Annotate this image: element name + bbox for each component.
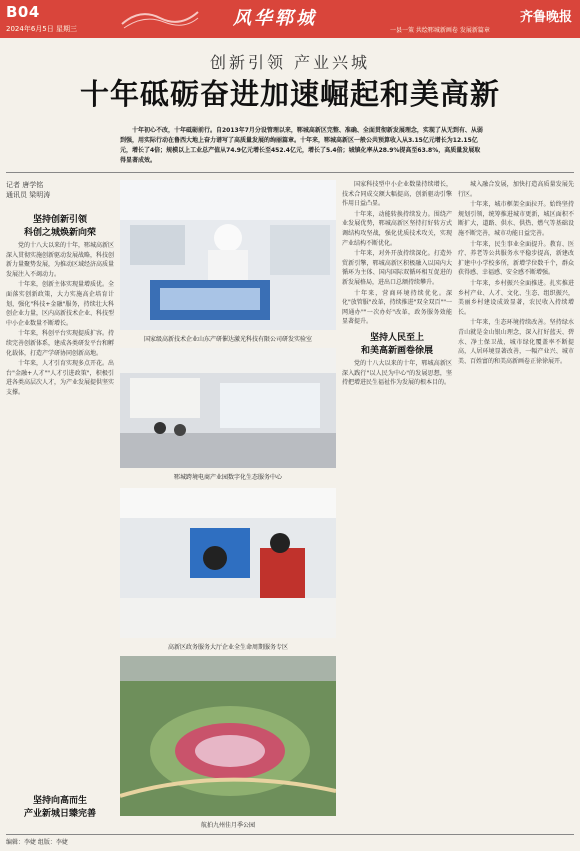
paragraph: 党的十八大以来的十年，郓城高新区深入贯彻实施创新驱动发展战略，科技创新力量聚势发展，为推动区域经济高质量发展注入不竭动力。 [6, 242, 114, 278]
photo-service-center [120, 348, 336, 468]
page-number: B04 [6, 3, 40, 21]
photo-caption-4: 航拍九州佳月季公园 [200, 822, 255, 829]
paragraph: 十年来，城市框架全面拉开。始终坚持规划引领，统筹推进城市更新，城区面积不断扩大，道路、供水、供热、燃气等基础设施不断完善，城市功能日益完善。 [458, 201, 574, 237]
paragraph: 十年来，乡村振兴全面推进。扎实推进乡村产业、人才、文化、生态、组织振兴，美丽乡村建设成效显著，农民收入持续增长。 [458, 279, 574, 316]
paragraph: 城入融合发展，加快打造高质量发展先行区。 [458, 181, 574, 198]
paragraph: 十年来，创新主体实现量增质优。全面落实创新政策，大力实施高企培育计划，强化"科技+金融"服务，持续壮大科创企业力量，区内高新技术企业、科技型中小企业数量不断增长。 [6, 281, 114, 327]
paragraph: 十年来，动能转换持续发力。围绕产业发展优势，郓城高新区坚持打好转方式调结构攻坚战，强化优质技术攻关，实现产业结构不断优化。 [342, 210, 452, 247]
photo-service-hall [120, 488, 336, 638]
photo-caption-2: 郓城跨境电商产业园数字化生态服务中心 [173, 474, 282, 481]
paragraph: 十年来，科创平台实现提质扩容。持续完善创新体系，建成各类研发平台和孵化载体，打造产学研协同创新高地。 [6, 330, 114, 357]
kicker: 创新引领 产业兴城 [209, 53, 371, 72]
issue-date: 2024年6月5日 星期三 [6, 25, 77, 33]
column-1 [6, 180, 114, 830]
subheading-innovation: 坚持创新引领 科创之城焕新向荣 [23, 215, 96, 238]
byline-correspondent: 通讯员 梁明涛 [6, 191, 51, 199]
photo-lab [120, 180, 336, 330]
paragraph: 十年来，生态环境持续改善。坚持绿水青山就是金山银山理念，深入打好蓝天、碧水、净土保卫战，城市绿化覆盖率不断提高，人居环境显著改善，一幅产业兴、城市美、百姓富的和美高新画卷正徐徐展开。 [458, 319, 574, 365]
page-footer: 编辑：李婕 组版：李婕 [6, 834, 574, 846]
subheading-industry: 坚持向高而生 产业新城日臻完善 [23, 796, 96, 819]
photo-caption-3: 高新区政务服务大厅企业全生命周期服务专区 [167, 644, 288, 651]
paragraph: 国家科技型中小企业数量持续增长，技术合同成交额大幅提高，创新驱动引擎作用日益凸显。 [342, 181, 452, 208]
paragraph: 党的十八大以来的十年，郓城高新区深入践行"以人民为中心"的发展思想，坚持把增进民生福祉作为发展的根本目的。 [342, 359, 452, 387]
photo-caption-1: 国家级高新技术企业山东产研催达激光科技有限公司研发实验室 [143, 336, 312, 343]
lead-paragraph: 十年初心不改，十年砥砺前行。自2013年7月分设管理以来，郓城高新区完整、准确、全面贯彻新发展理念，实现了从无到有、从弱到强，用实际行动在鲁西大地上奋力谱写了高质量发展的绚丽篇章。十年来，郓城高新区一般公共预算收入从3.15亿元增长为12.15亿元，增长了4倍；规模以上工业总产值从74.9亿元增长至452.4亿元，增长了5.4倍；城镇化率从28.9%提高至63.8%，高质量发展取得显著成效。 [120, 127, 483, 164]
paragraph: 十年来，营商环境持续优化。深化"放管服"改革，持续推进"双全双百""一网通办""一次办好"改革，政务服务效能显著提升。 [342, 289, 452, 326]
decorative-swirl-icon [120, 6, 200, 30]
byline-reporter: 记者 唐学铭 [6, 181, 44, 189]
subheading-people: 坚持人民至上 和美高新画卷徐展 [360, 332, 433, 356]
divider [6, 172, 574, 173]
headline: 十年砥砺奋进加速崛起和美高新 [79, 77, 500, 111]
section-title: 风华郓城 [233, 8, 317, 29]
column-2 [342, 180, 452, 830]
header-slogan: 一县一策 共绘郓城新画卷 发展新篇章 [390, 27, 490, 34]
paragraph: 十年来，对外开放持续深化。打造外贸新引擎，郓城高新区积极融入以国内大循环为主体、国内国际双循环相互促进的新发展格局，进出口总额持续攀升。 [342, 250, 452, 286]
paragraph: 十年来，民生事业全面提升。教育、医疗、养老等公共服务水平稳步提高，新建改扩建中小学校多所，新增学位数千个，群众获得感、幸福感、安全感不断增强。 [458, 240, 574, 277]
paragraph: 十年来，人才引育实现多点开花。出台"金融+人才""人才引进政策"，积极引进各类高层次人才，为产业发展提供坚实支撑。 [6, 360, 114, 396]
page-header [0, 0, 580, 38]
newspaper-brand: 齐鲁晚报 [519, 10, 572, 25]
photo-aerial-park [120, 656, 336, 816]
column-3 [458, 180, 574, 830]
